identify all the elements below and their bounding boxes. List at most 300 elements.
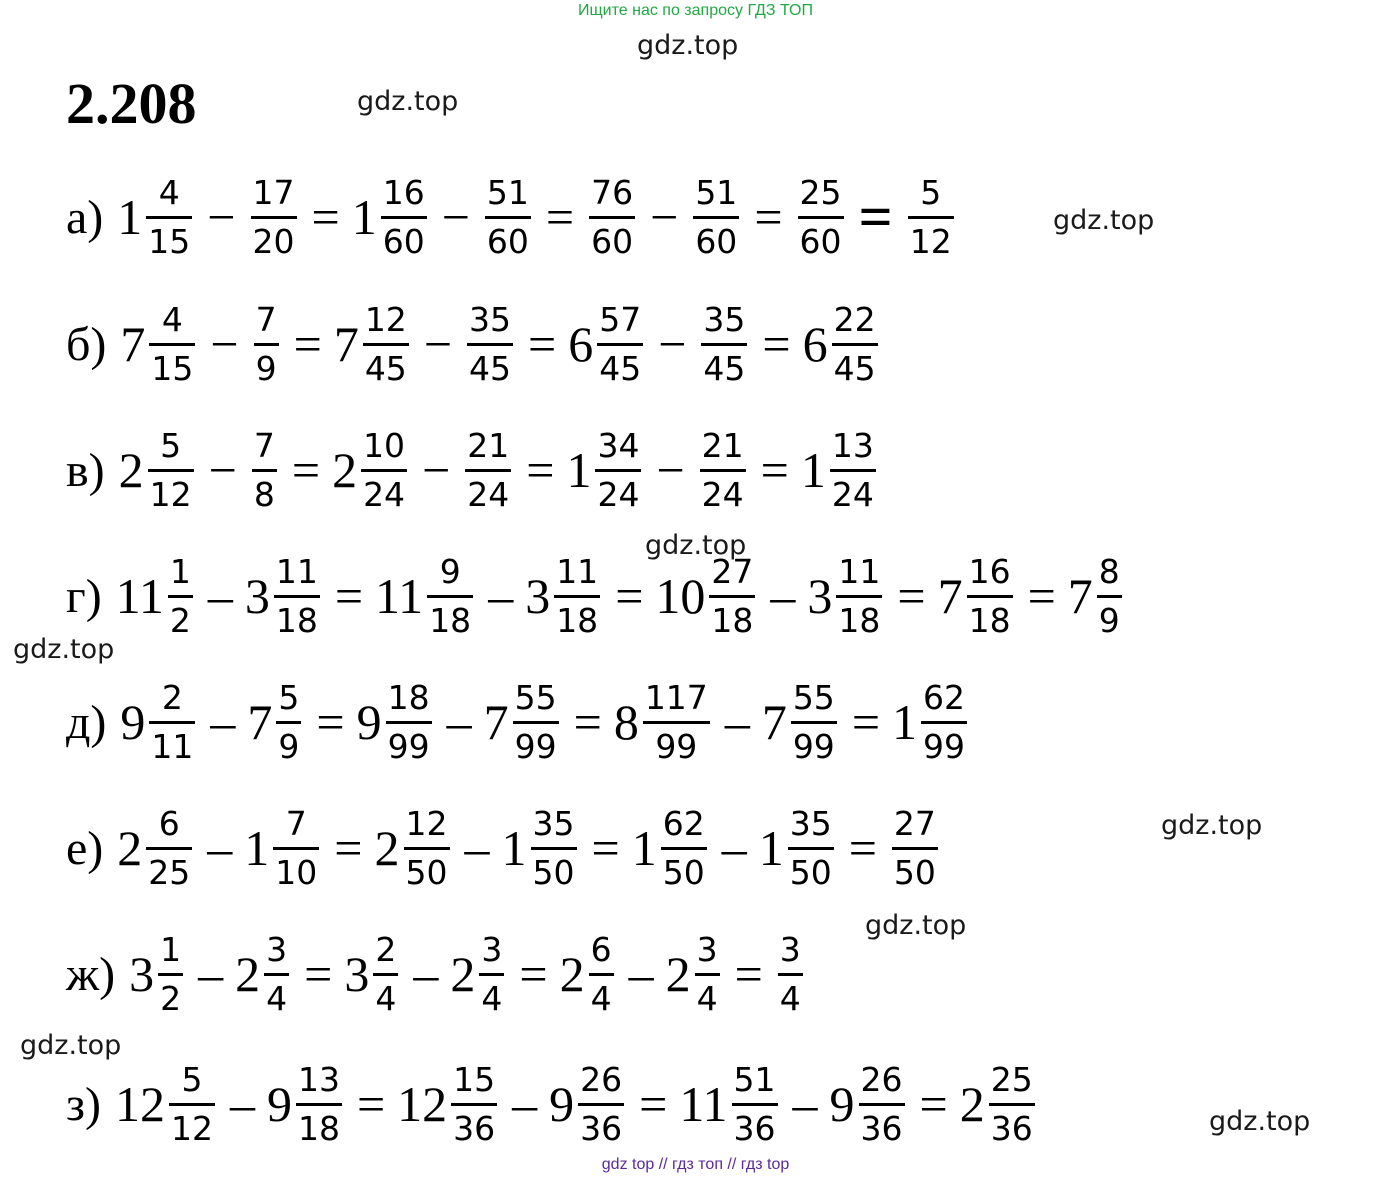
operator: = [754, 189, 783, 245]
watermark-5: gdz.top [13, 634, 115, 665]
whole-part: 12 [114, 1076, 165, 1132]
fraction-bar [836, 595, 882, 598]
mixed-number [450, 930, 507, 1019]
fraction-bar [778, 973, 803, 976]
whole-part: 7 [120, 316, 146, 372]
mixed-number [245, 552, 323, 641]
fraction [383, 678, 435, 767]
denominator: 45 [833, 348, 876, 388]
fraction-bar [554, 595, 600, 598]
operator: − [208, 442, 237, 498]
denominator: 60 [591, 221, 634, 261]
denominator: 50 [662, 852, 705, 892]
fraction-bar [693, 216, 739, 219]
whole-part: 1 [117, 189, 143, 245]
whole-part: 3 [244, 568, 270, 624]
operator: = [639, 1076, 668, 1132]
whole-part: 9 [356, 694, 382, 750]
equation-label: з) [66, 1077, 101, 1131]
operator: – [198, 946, 224, 1002]
operator: = [848, 820, 877, 876]
mixed-number [244, 804, 322, 893]
denominator: 36 [453, 1108, 496, 1148]
fraction-bar [427, 595, 473, 598]
fraction-bar [276, 721, 301, 724]
numerator: 51 [733, 1059, 776, 1099]
operator: – [229, 1076, 255, 1132]
fraction-bar [148, 469, 194, 472]
mixed-number [484, 678, 562, 767]
numerator: 5 [160, 425, 182, 465]
denominator: 4 [375, 978, 397, 1018]
fraction-term [775, 930, 806, 1019]
fraction-bar [168, 595, 193, 598]
numerator: 35 [469, 299, 512, 339]
mixed-number [807, 552, 885, 641]
operator: – [446, 694, 472, 750]
numerator: 15 [453, 1059, 496, 1099]
whole-part: 2 [235, 946, 261, 1002]
denominator: 50 [789, 852, 832, 892]
numerator: 11 [838, 551, 881, 591]
fraction [271, 552, 323, 641]
mixed-number [679, 1060, 780, 1149]
equation-label: в) [66, 443, 105, 497]
numerator: 3 [696, 929, 718, 969]
denominator: 60 [695, 221, 738, 261]
fraction-term [889, 804, 941, 893]
mixed-number [375, 804, 453, 893]
fraction [528, 804, 580, 893]
fraction [785, 804, 837, 893]
denominator: 18 [838, 600, 881, 640]
denominator: 99 [387, 726, 430, 766]
fraction [594, 300, 646, 389]
denominator: 9 [278, 726, 300, 766]
fraction [918, 678, 970, 767]
fraction-term [464, 300, 516, 389]
fraction [143, 173, 195, 262]
operator: = [734, 946, 763, 1002]
numerator: 26 [580, 1059, 623, 1099]
fraction [788, 678, 840, 767]
operator: – [210, 694, 236, 750]
operator: – [207, 568, 233, 624]
mixed-number [960, 1060, 1038, 1149]
equation-row [66, 167, 957, 267]
mixed-number [632, 804, 710, 893]
denominator: 50 [893, 852, 936, 892]
fraction-term [251, 300, 282, 389]
operator: = [356, 1076, 386, 1132]
denominator: 45 [469, 348, 512, 388]
denominator: 36 [860, 1108, 903, 1148]
fraction-bar [169, 1103, 215, 1106]
denominator: 20 [252, 221, 295, 261]
denominator: 2 [160, 978, 182, 1018]
denominator: 18 [556, 600, 599, 640]
numerator: 62 [662, 803, 705, 843]
operator: − [210, 316, 239, 372]
whole-part: 7 [483, 694, 509, 750]
denominator: 2 [169, 600, 191, 640]
operator: – [464, 820, 490, 876]
operator: = [293, 316, 322, 372]
fraction [697, 426, 749, 515]
fraction [856, 1060, 908, 1149]
numerator: 18 [387, 677, 430, 717]
whole-part: 11 [115, 568, 164, 624]
mixed-number [115, 1060, 218, 1149]
operator: = [615, 568, 644, 624]
fraction [592, 426, 644, 515]
fraction-bar [892, 847, 938, 850]
mixed-number [801, 426, 879, 515]
fraction-bar [386, 721, 432, 724]
denominator: 18 [968, 600, 1011, 640]
fraction-term [586, 173, 638, 262]
numerator: 7 [285, 803, 307, 843]
fraction-bar [465, 469, 511, 472]
fraction [775, 930, 806, 1019]
mixed-number [666, 930, 723, 1019]
numerator: 12 [364, 299, 407, 339]
fraction [586, 173, 638, 262]
denominator: 9 [255, 348, 277, 388]
numerator: 9 [439, 551, 461, 591]
fraction-bar [485, 216, 531, 219]
fraction-term [249, 426, 280, 515]
equation-label: д) [66, 695, 107, 749]
fraction-bar [701, 343, 747, 346]
fraction [165, 552, 196, 641]
operator: = [573, 694, 602, 750]
operator: = [545, 189, 575, 245]
mixed-number [116, 552, 196, 641]
mixed-number [375, 552, 476, 641]
fraction [586, 930, 617, 1019]
fraction [401, 804, 453, 893]
denominator: 18 [711, 600, 754, 640]
whole-part: 2 [665, 946, 691, 1002]
denominator: 9 [1098, 600, 1120, 640]
fraction-bar [251, 216, 297, 219]
whole-part: 1 [892, 694, 918, 750]
numerator: 76 [591, 172, 634, 212]
numerator: 55 [792, 677, 835, 717]
denominator: 12 [149, 474, 192, 514]
denominator: 45 [364, 348, 407, 388]
fraction-bar [578, 1103, 624, 1106]
equation-label: а) [66, 190, 104, 244]
denominator: 24 [597, 474, 640, 514]
numerator: 22 [833, 299, 876, 339]
denominator: 12 [170, 1108, 213, 1148]
denominator: 50 [405, 852, 448, 892]
whole-part: 11 [375, 568, 424, 624]
fraction [145, 426, 197, 515]
fraction [146, 678, 198, 767]
denominator: 50 [532, 852, 575, 892]
whole-part: 10 [655, 568, 706, 624]
numerator: 1 [169, 551, 191, 591]
numerator: 27 [893, 803, 936, 843]
fraction [248, 173, 300, 262]
denominator: 99 [923, 726, 966, 766]
whole-part: 2 [450, 946, 476, 1002]
fraction-bar [373, 973, 398, 976]
numerator: 51 [486, 172, 529, 212]
fraction-bar [252, 469, 277, 472]
fraction [476, 930, 507, 1019]
fraction-bar [595, 469, 641, 472]
fraction [270, 804, 322, 893]
mixed-number [560, 930, 617, 1019]
fraction-bar [921, 721, 967, 724]
fraction [378, 173, 430, 262]
denominator: 4 [779, 978, 801, 1018]
mixed-number [352, 173, 430, 262]
whole-part: 1 [758, 820, 784, 876]
denominator: 12 [909, 221, 952, 261]
search-banner[interactable]: Ищите нас по запросу ГДЗ ТОП [578, 2, 813, 19]
watermark-6: gdz.top [1161, 810, 1263, 841]
mixed-number [397, 1060, 500, 1149]
fraction-bar [467, 343, 513, 346]
watermark-4: gdz.top [645, 530, 747, 561]
operator: = [334, 820, 363, 876]
whole-part: 2 [959, 1076, 985, 1132]
fraction [293, 1060, 345, 1149]
fraction [640, 678, 713, 767]
fraction [462, 426, 514, 515]
fraction [690, 173, 742, 262]
numerator: 11 [556, 551, 599, 591]
numerator: 5 [278, 677, 300, 717]
fraction-bar [643, 721, 710, 724]
numerator: 13 [831, 425, 874, 465]
fraction-bar [404, 847, 450, 850]
operator: = [528, 316, 557, 372]
fraction-bar [531, 847, 577, 850]
numerator: 5 [181, 1059, 203, 1099]
numerator: 27 [711, 551, 754, 591]
fraction [827, 426, 879, 515]
whole-part: 2 [332, 442, 358, 498]
operator: − [207, 189, 236, 245]
denominator: 4 [590, 978, 612, 1018]
whole-part: 2 [118, 442, 144, 498]
numerator: 2 [375, 929, 397, 969]
fraction-term [905, 173, 957, 262]
mixed-number [129, 930, 186, 1019]
denominator: 99 [514, 726, 557, 766]
mixed-number [759, 804, 837, 893]
operator: – [770, 568, 796, 624]
mixed-number [344, 930, 401, 1019]
whole-part: 8 [613, 694, 639, 750]
operator: – [721, 820, 747, 876]
fraction-bar [589, 216, 635, 219]
operator: − [423, 316, 453, 372]
mixed-number [247, 678, 304, 767]
whole-part: 3 [525, 568, 551, 624]
fraction-term [697, 426, 749, 515]
operator: = [591, 820, 620, 876]
denominator: 36 [580, 1108, 623, 1148]
operator: − [441, 189, 470, 245]
mixed-number [938, 552, 1016, 641]
fraction [360, 300, 412, 389]
operator: − [422, 442, 451, 498]
operator: – [207, 820, 233, 876]
operator: = [304, 946, 333, 1002]
operator: – [512, 1076, 538, 1132]
whole-part: 1 [351, 189, 377, 245]
operator: = [519, 946, 548, 1002]
fraction-bar [361, 469, 407, 472]
watermark-7: gdz.top [865, 910, 967, 941]
denominator: 15 [151, 348, 194, 388]
denominator: 8 [253, 474, 275, 514]
fraction [964, 552, 1016, 641]
numerator: 25 [990, 1059, 1033, 1099]
watermark-9: gdz.top [1209, 1106, 1311, 1137]
numerator: 7 [253, 425, 275, 465]
denominator: 18 [429, 600, 472, 640]
operator: = [851, 694, 881, 750]
numerator: 8 [1098, 551, 1120, 591]
fraction-bar [158, 973, 183, 976]
whole-part: 3 [344, 946, 370, 1002]
numerator: 21 [467, 425, 510, 465]
operator: – [724, 694, 750, 750]
fraction [692, 930, 723, 1019]
operator: = [897, 568, 926, 624]
fraction-bar [381, 216, 427, 219]
numerator: 17 [252, 172, 295, 212]
fraction-bar [264, 973, 289, 976]
mixed-number [357, 678, 435, 767]
numerator: 4 [158, 172, 180, 212]
numerator: 12 [405, 803, 448, 843]
numerator: 4 [161, 299, 183, 339]
equation-row [66, 924, 806, 1024]
fraction [795, 173, 847, 262]
mixed-number [119, 426, 197, 515]
fraction [424, 552, 476, 641]
fraction-bar [479, 973, 504, 976]
operator: – [628, 946, 654, 1002]
whole-part: 9 [829, 1076, 855, 1132]
fraction-bar [149, 343, 195, 346]
equation-label: б) [66, 317, 107, 371]
whole-part: 9 [120, 694, 146, 750]
denominator: 99 [655, 726, 698, 766]
fraction [510, 678, 562, 767]
fraction [448, 1060, 500, 1149]
numerator: 11 [275, 551, 318, 591]
operator: = [334, 568, 364, 624]
numerator: 34 [597, 425, 640, 465]
whole-part: 1 [800, 442, 826, 498]
operator: = [526, 442, 555, 498]
denominator: 60 [799, 221, 842, 261]
numerator: 7 [255, 299, 277, 339]
denominator: 18 [275, 600, 318, 640]
denominator: 4 [696, 978, 718, 1018]
numerator: 35 [789, 803, 832, 843]
denominator: 25 [148, 852, 191, 892]
operator: – [792, 1076, 818, 1132]
whole-part: 2 [559, 946, 585, 1002]
operator: = [760, 442, 789, 498]
mixed-number [566, 426, 644, 515]
mixed-number [334, 300, 412, 389]
fraction [482, 173, 534, 262]
denominator: 36 [990, 1108, 1033, 1148]
fraction [370, 930, 401, 1019]
numerator: 51 [695, 172, 738, 212]
watermark-8: gdz.top [20, 1030, 122, 1061]
mixed-number [655, 552, 758, 641]
numerator: 1 [160, 929, 182, 969]
fraction-bar [859, 1103, 905, 1106]
denominator: 18 [297, 1108, 340, 1148]
mixed-number [525, 552, 603, 641]
mixed-number [549, 1060, 627, 1149]
fraction-bar [451, 1103, 497, 1106]
equation-label: е) [66, 821, 104, 875]
fraction-bar [254, 343, 279, 346]
fraction [358, 426, 410, 515]
numerator: 57 [599, 299, 642, 339]
whole-part: 7 [333, 316, 359, 372]
mixed-number [502, 804, 580, 893]
fraction-bar [832, 343, 878, 346]
mixed-number [267, 1060, 345, 1149]
numerator: 35 [703, 299, 746, 339]
fraction [249, 426, 280, 515]
fraction [698, 300, 750, 389]
fraction [155, 930, 186, 1019]
denominator: 24 [701, 474, 744, 514]
whole-part: 7 [937, 568, 963, 624]
mixed-number [762, 678, 840, 767]
numerator: 3 [481, 929, 503, 969]
fraction-bar [597, 343, 643, 346]
watermark-3: gdz.top [1053, 205, 1155, 236]
whole-part: 2 [374, 820, 400, 876]
whole-part: 9 [266, 1076, 292, 1132]
numerator: 117 [644, 677, 708, 717]
mixed-number [1068, 552, 1125, 641]
operator: − [658, 316, 687, 372]
denominator: 99 [792, 726, 835, 766]
fraction [551, 552, 603, 641]
operator: = [311, 189, 340, 245]
whole-part: 1 [244, 820, 270, 876]
fraction-bar [830, 469, 876, 472]
footer-links[interactable]: gdz top // гдз топ // гдз top [601, 1156, 790, 1173]
fraction-term [698, 300, 750, 389]
numerator: 3 [779, 929, 801, 969]
whole-part: 9 [549, 1076, 575, 1132]
fraction-bar [661, 847, 707, 850]
fraction-bar [146, 847, 192, 850]
numerator: 21 [701, 425, 744, 465]
denominator: 24 [831, 474, 874, 514]
